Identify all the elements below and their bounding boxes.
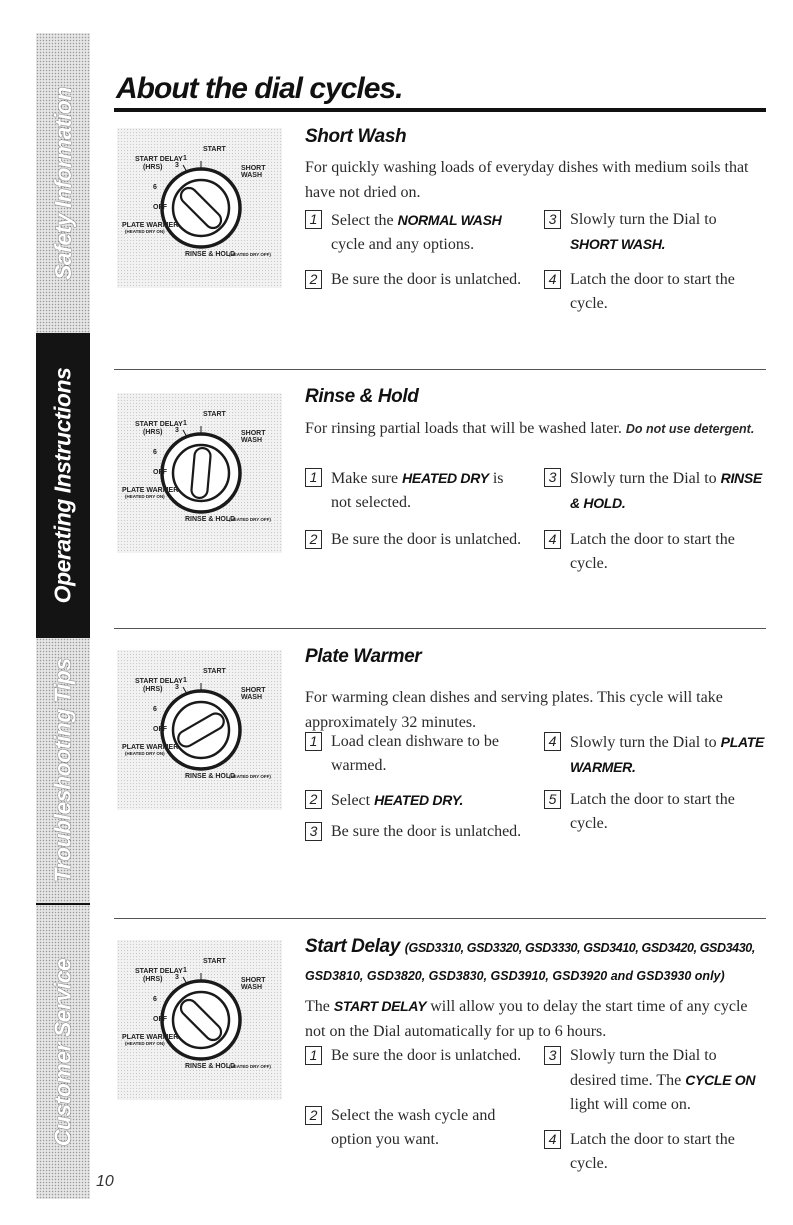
dial-illustration-start-delay <box>117 940 282 1100</box>
page-number: 10 <box>96 1173 114 1190</box>
step-item <box>305 1044 525 1068</box>
dial-label-1: 1 <box>183 677 187 684</box>
step-item <box>544 788 764 836</box>
dial-label-plate-warmer: PLATE WARMER <box>122 744 179 751</box>
step-text: Slowly turn the Dial to <box>570 470 721 487</box>
dial-label-short-wash: SHORT WASH <box>241 165 266 179</box>
dial-label-start-delay: START DELAY <box>135 156 183 163</box>
step-text: Latch the door to start the cycle. <box>570 531 735 572</box>
dial-label-plate-warmer-sub: (HEATED DRY ON) <box>125 1041 165 1046</box>
tab-troubleshooting-tips[interactable] <box>36 638 90 903</box>
title-rule <box>114 108 766 112</box>
section-desc-plate-warmer: For warming clean dishes and serving plates. This cycle will take approximately 32 minutes. <box>305 689 723 731</box>
step-number: 3 <box>544 210 561 229</box>
dial-label-6: 6 <box>153 184 157 191</box>
dial-label-off: OFF <box>153 469 167 476</box>
step-number: 5 <box>544 790 561 809</box>
dial-label-3: 3 <box>175 684 179 691</box>
dial-label-off: OFF <box>153 1016 167 1023</box>
dial-knob <box>117 650 282 810</box>
step-number: 2 <box>305 270 322 289</box>
desc-text: For rinsing partial loads that will be washed later. <box>305 420 622 437</box>
sidebar-nav <box>36 33 90 1199</box>
dial-label-1: 1 <box>183 420 187 427</box>
dial-label-hrs: (HRS) <box>143 976 163 983</box>
dial-label-3: 3 <box>175 162 179 169</box>
step-item <box>305 208 525 257</box>
step-emphasis: PLATE WARMER. <box>570 734 765 775</box>
step-number: 2 <box>305 1106 322 1125</box>
tab-label: Operating Instructions <box>49 367 76 604</box>
step-text: Be sure the door is unlatched. <box>331 1047 522 1064</box>
section-title-start-delay <box>305 936 755 958</box>
step-text: is not selected. <box>331 470 504 511</box>
tab-customer-service[interactable] <box>36 905 90 1199</box>
tab-label: Safety Information <box>49 86 76 280</box>
step-item <box>305 730 525 778</box>
step-number: 1 <box>305 1046 322 1065</box>
section-divider <box>114 369 766 370</box>
step-emphasis: HEATED DRY. <box>374 792 464 808</box>
step-item <box>305 820 525 844</box>
step-emphasis: HEATED DRY <box>402 470 489 486</box>
step-text: cycle and any options. <box>331 236 475 253</box>
step-item <box>305 466 525 515</box>
dial-knob <box>117 940 282 1100</box>
dial-label-plate-warmer: PLATE WARMER <box>122 1034 179 1041</box>
tab-safety-information[interactable] <box>36 33 90 333</box>
dial-label-rinse-hold-sub: (HEATED DRY OFF) <box>229 774 271 779</box>
dial-label-plate-warmer-sub: (HEATED DRY ON) <box>125 751 165 756</box>
step-emphasis: SHORT WASH. <box>570 236 666 252</box>
section-title-short-wash: Short Wash <box>305 126 407 147</box>
step-item <box>544 466 764 516</box>
section-desc-rinse-hold <box>305 416 765 442</box>
dial-label-plate-warmer-sub: (HEATED DRY ON) <box>125 229 165 234</box>
step-number: 3 <box>544 468 561 487</box>
step-text: Latch the door to start the cycle. <box>570 1131 735 1172</box>
step-item <box>305 528 525 552</box>
step-item <box>305 268 525 292</box>
section-title-text: Start Delay <box>305 936 400 957</box>
page-title: About the dial cycles. <box>116 72 403 105</box>
step-text: Be sure the door is unlatched. <box>331 271 522 288</box>
dial-illustration-plate-warmer <box>117 650 282 810</box>
step-text: light will come on. <box>570 1096 691 1113</box>
dial-label-plate-warmer: PLATE WARMER <box>122 487 179 494</box>
section-divider <box>114 918 766 919</box>
dial-label-start-delay: START DELAY <box>135 421 183 428</box>
dial-label-6: 6 <box>153 706 157 713</box>
step-text: Slowly turn the Dial to desired time. The <box>570 1047 717 1089</box>
desc-text: will allow you to delay the start time of any cycle not on the Dial automatically for up to 6 hours. <box>305 998 748 1040</box>
dial-label-rinse-hold-sub: (HEATED DRY OFF) <box>229 252 271 257</box>
dial-label-short-wash: SHORT WASH <box>241 430 266 444</box>
dial-label-off: OFF <box>153 204 167 211</box>
step-number: 4 <box>544 732 561 751</box>
dial-label-rinse-hold-sub: (HEATED DRY OFF) <box>229 1064 271 1069</box>
step-text: Select the <box>331 212 398 229</box>
step-text: Select the wash cycle and option you want. <box>331 1107 496 1148</box>
step-text: Be sure the door is unlatched. <box>331 531 522 548</box>
step-text: Make sure <box>331 470 403 487</box>
step-item <box>305 788 525 813</box>
step-text: Latch the door to start the cycle. <box>570 271 735 312</box>
step-text: Select <box>331 792 375 809</box>
dial-label-start: START <box>203 411 226 418</box>
dial-label-3: 3 <box>175 974 179 981</box>
section-divider <box>114 628 766 629</box>
dial-label-rinse-hold: RINSE & HOLD <box>185 1063 236 1070</box>
step-item <box>544 528 764 576</box>
step-number: 4 <box>544 270 561 289</box>
step-emphasis: CYCLE ON <box>685 1072 756 1088</box>
step-item <box>305 1104 525 1152</box>
step-text: Slowly turn the Dial to <box>570 211 717 228</box>
step-item <box>544 208 764 257</box>
step-number: 1 <box>305 210 322 229</box>
dial-label-3: 3 <box>175 427 179 434</box>
step-number: 3 <box>305 822 322 841</box>
dial-label-start: START <box>203 146 226 153</box>
dial-label-short-wash: SHORT WASH <box>241 687 266 701</box>
dial-label-6: 6 <box>153 996 157 1003</box>
tab-label: Customer Service <box>49 958 76 1146</box>
dial-label-hrs: (HRS) <box>143 164 163 171</box>
dial-knob <box>117 393 282 553</box>
dial-label-hrs: (HRS) <box>143 686 163 693</box>
step-number: 4 <box>544 1130 561 1149</box>
step-number: 1 <box>305 468 322 487</box>
step-text: Latch the door to start the cycle. <box>570 791 735 832</box>
dial-label-1: 1 <box>183 155 187 162</box>
dial-label-hrs: (HRS) <box>143 429 163 436</box>
dial-label-plate-warmer: PLATE WARMER <box>122 222 179 229</box>
section-desc-short-wash: For quickly washing loads of everyday dishes with medium soils that have not dried on. <box>305 159 749 201</box>
dial-label-1: 1 <box>183 967 187 974</box>
dial-label-start-delay: START DELAY <box>135 678 183 685</box>
dial-label-start: START <box>203 668 226 675</box>
dial-illustration-short-wash <box>117 128 282 288</box>
dial-knob <box>117 128 282 288</box>
step-item <box>544 1044 764 1117</box>
step-emphasis: NORMAL WASH <box>397 212 502 228</box>
step-text: Slowly turn the Dial to <box>570 734 721 751</box>
step-number: 3 <box>544 1046 561 1065</box>
dial-label-rinse-hold: RINSE & HOLD <box>185 251 236 258</box>
dial-label-rinse-hold: RINSE & HOLD <box>185 773 236 780</box>
desc-emphasis: START DELAY <box>333 998 427 1014</box>
step-number: 2 <box>305 790 322 809</box>
step-text: Load clean dishware to be warmed. <box>331 733 499 774</box>
step-number: 1 <box>305 732 322 751</box>
model-list: (GSD3310, GSD3320, GSD3330, GSD3410, GSD3420, GSD3430, <box>404 941 755 955</box>
dial-label-start-delay: START DELAY <box>135 968 183 975</box>
section-title-plate-warmer: Plate Warmer <box>305 646 422 667</box>
dial-label-off: OFF <box>153 726 167 733</box>
dial-label-start: START <box>203 958 226 965</box>
dial-label-rinse-hold-sub: (HEATED DRY OFF) <box>229 517 271 522</box>
dial-label-rinse-hold: RINSE & HOLD <box>185 516 236 523</box>
step-item <box>544 268 764 316</box>
dial-label-short-wash: SHORT WASH <box>241 977 266 991</box>
dial-label-plate-warmer-sub: (HEATED DRY ON) <box>125 494 165 499</box>
desc-text: The <box>305 998 334 1015</box>
section-desc-start-delay <box>305 994 765 1044</box>
tab-operating-instructions[interactable] <box>36 333 90 638</box>
tab-label: Troubleshooting Tips <box>49 658 76 883</box>
dial-illustration-rinse-hold <box>117 393 282 553</box>
dial-label-6: 6 <box>153 449 157 456</box>
step-number: 2 <box>305 530 322 549</box>
section-title-rinse-hold: Rinse & Hold <box>305 386 419 407</box>
desc-emphasis: Do not use detergent. <box>625 422 755 436</box>
step-text: Be sure the door is unlatched. <box>331 823 522 840</box>
step-emphasis: RINSE & HOLD. <box>570 470 762 511</box>
step-item <box>544 730 764 780</box>
step-number: 4 <box>544 530 561 549</box>
step-item <box>544 1128 764 1176</box>
model-list-continued: GSD3810, GSD3820, GSD3830, GSD3910, GSD3920 and GSD3930 only) <box>305 969 725 983</box>
